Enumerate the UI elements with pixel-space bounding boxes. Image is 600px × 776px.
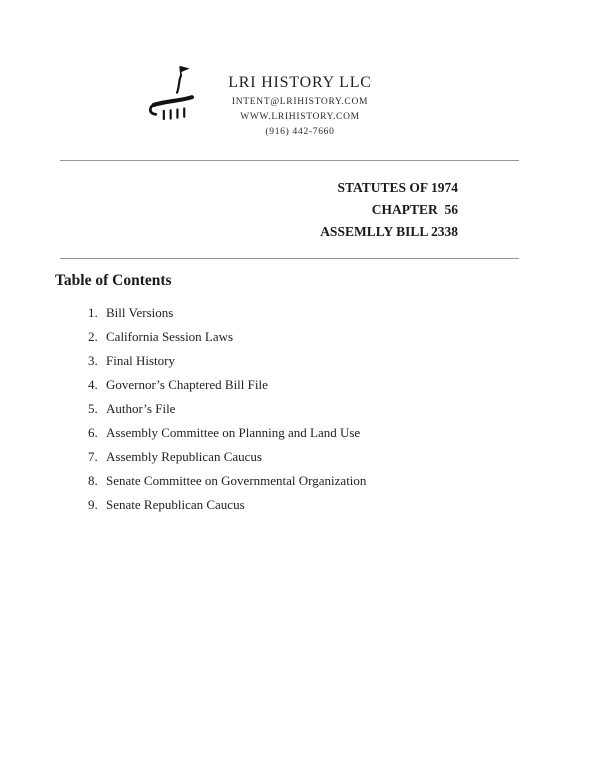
toc-item-number: 4. [88,377,98,392]
toc-item [88,353,366,369]
toc-item [88,305,366,321]
toc-item-number: 2. [88,329,98,344]
toc-item-number: 8. [88,473,98,488]
divider-bottom [60,258,519,259]
toc-item-label: Governor’s Chaptered Bill File [106,377,268,392]
statutes-line: STATUTES OF 1974 [337,180,458,195]
toc-item [88,329,366,345]
letterhead [0,74,600,137]
toc-item-number: 6. [88,425,98,440]
toc-item [88,497,366,513]
toc-item-label: Bill Versions [106,305,174,320]
toc-item-number: 5. [88,401,98,416]
chapter-line: CHAPTER 56 [371,202,458,217]
divider-top [60,160,519,161]
company-phone: (916) 442-7660 [265,127,335,137]
toc-item-label: Senate Committee on Governmental Organization [106,473,367,488]
toc-item [88,425,366,441]
company-name: LRI HISTORY LLC [228,74,372,91]
toc-item-label: Author’s File [106,401,176,416]
toc-item [88,401,366,417]
toc-item [88,377,366,393]
toc-item-number: 9. [88,497,98,512]
toc-item-number: 7. [88,449,98,464]
company-website: WWW.LRIHISTORY.COM [240,112,360,122]
toc-item [88,473,366,489]
toc-list [88,305,366,521]
bill-line: ASSEMLLY BILL 2338 [320,224,458,239]
toc-item-label: Senate Republican Caucus [106,497,245,512]
toc-title: Table of Contents [55,272,172,289]
company-email: INTENT@LRIHISTORY.COM [231,97,369,107]
toc-item [88,449,366,465]
statute-reference [320,177,458,243]
toc-item-number: 3. [88,353,98,368]
toc-item-label: Final History [106,353,175,368]
toc-item-label: California Session Laws [106,329,234,344]
toc-item-label: Assembly Republican Caucus [106,449,262,464]
toc-item-label: Assembly Committee on Planning and Land Use [106,425,361,440]
toc-item-number: 1. [88,305,98,320]
